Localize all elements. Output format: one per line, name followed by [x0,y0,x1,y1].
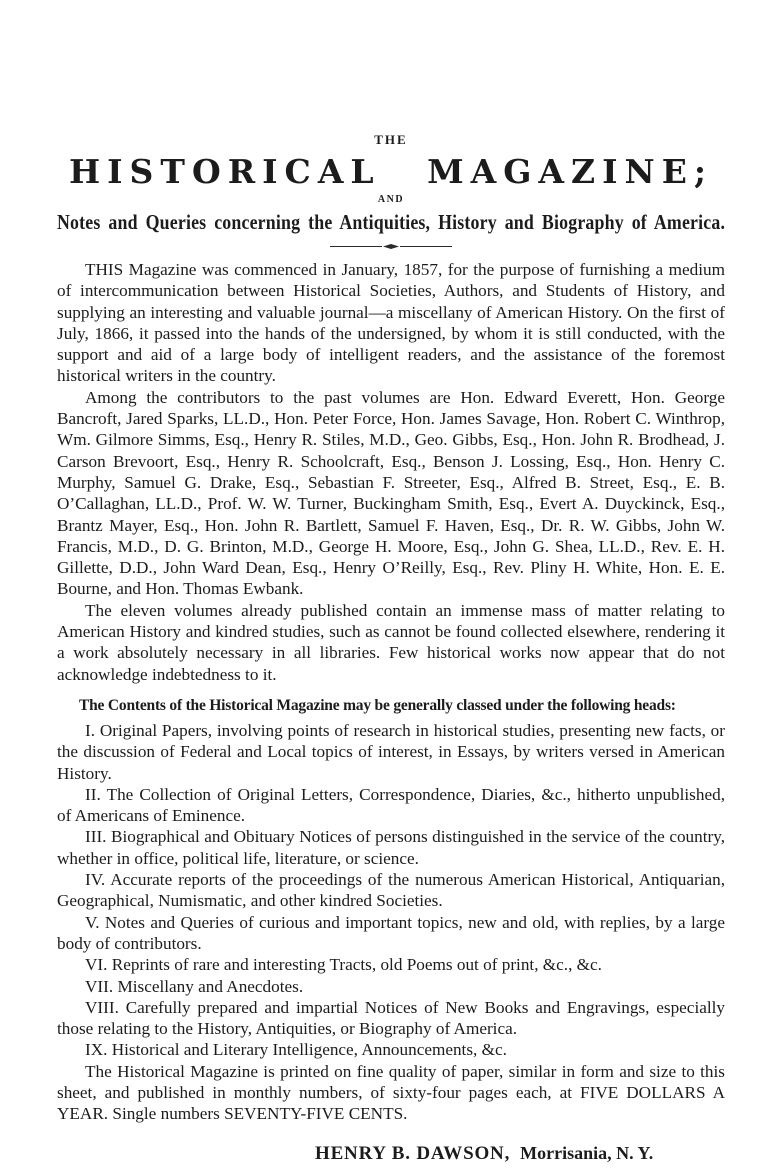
contents-item-1: I. Original Papers, involving points of research in historical studies, presenting new facts, or the discussion of Federal and Local topics of interest, in Essays, by writers versed in American History. [57,720,725,783]
publisher-location: Morrisania, N. Y. [520,1142,654,1163]
publisher-name: HENRY B. DAWSON, [315,1142,511,1164]
contents-item-7: VII. Miscellany and Anecdotes. [85,976,304,996]
divider-line-left [330,246,382,248]
closing-paragraph: The Historical Magazine is printed on fine quality of paper, similar in form and size to this sheet, and published in monthly numbers, of sixty-four pages each, at FIVE DOLLARS A YEAR. Single numbers SEVENTY-FIVE CENTS. [57,1061,725,1124]
volumes-paragraph: The eleven volumes already published contain an immense mass of matter relating to American History and kindred studies, such as cannot be found collected elsewhere, rendering it a work absolutely necessary in all libraries. Few historical works now appear that do not acknowledge indebtedness to it. [57,600,725,684]
contents-item-8: VIII. Carefully prepared and impartial Notices of New Books and Engravings, especially those relating to the History, Antiquities, or Biography of America. [57,997,725,1039]
contents-heading: The Contents of the Historical Magazine may be generally classed under the following heads: [79,696,676,714]
magazine-title: HISTORICAL MAGAZINE; [68,152,714,191]
ornamental-divider [330,244,452,249]
contributors-paragraph: Among the contributors to the past volumes are Hon. Edward Everett, Hon. George Bancroft, Jared Sparks, LL.D., Hon. Peter Force, Hon. James Savage, Hon. Robert C. Winthrop, Wm. Gilmore Simms, Esq., Henry R. Stiles, M.D., Geo. Gibbs, Esq., Hon. John R. Brodhead, J. Carson Brevoort, Esq., Henry R. Schoolcraft, Esq., Benson J. Lossing, Esq., Hon. Henry C. Murphy, Samuel G. Drake, Esq., Sebastian F. Streeter, Esq., Alfred B. Street, Esq., E. B. O’Callaghan, LL.D., Prof. W. W. Turner, Buckingham Smith, Esq., Evert A. Duyckinck, Esq., Brantz Mayer, Esq., Hon. John R. Bartlett, Samuel F. Haven, Esq., Dr. R. W. Gibbs, John W. Francis, M.D., D. G. Brinton, M.D., George H. Moore, Esq., John G. Shea, LL.D., Rev. E. H. Gillette, D.D., John Ward Dean, Esq., Henry O’Reilly, Esq., Rev. Pliny H. White, Hon. E. E. Bourne, and Hon. Thomas Ewbank. [57,387,725,599]
contents-item-6: VI. Reprints of rare and interesting Tracts, old Poems out of print, &c., &c. [85,955,602,975]
magazine-subtitle: Notes and Queries concerning the Antiquities, History and Biography of America. [57,210,726,234]
text-block [57,0,725,1165]
contents-item-4: IV. Accurate reports of the proceedings of the numerous American Historical, Antiquarian, Geographical, Numismatic, and other kindred Societies. [57,870,725,911]
contents-item-2: II. The Collection of Original Letters, Correspondence, Diaries, &c., hitherto unpublished, of Americans of Eminence. [57,784,725,826]
title-conjunction: AND [377,194,405,205]
intro-paragraph: THIS Magazine was commenced in January, 1857, for the purpose of furnishing a medium of intercommunication between Historical Societies, Authors, and Students of History, and supplying an interesting and valuable journal—a miscellany of American History. On the first of July, 1866, it passed into the hands of the undersigned, by whom it is still conducted, with the support and aid of a large body of intelligent readers, and the assistance of the foremost historical writers in the country. [57,260,725,386]
contents-item-3: III. Biographical and Obituary Notices of persons distinguished in the service of the country, whether in office, political life, literature, or science. [57,827,725,868]
divider-diamond-icon [383,244,399,249]
divider-line-right [400,246,452,248]
contents-item-5: V. Notes and Queries of curious and important topics, new and old, with replies, by a large body of contributors. [57,912,725,953]
signature-line [315,1143,725,1165]
magazine-overline: THE [374,132,408,147]
contents-item-9: IX. Historical and Literary Intelligence, Announcements, &c. [85,1040,507,1060]
